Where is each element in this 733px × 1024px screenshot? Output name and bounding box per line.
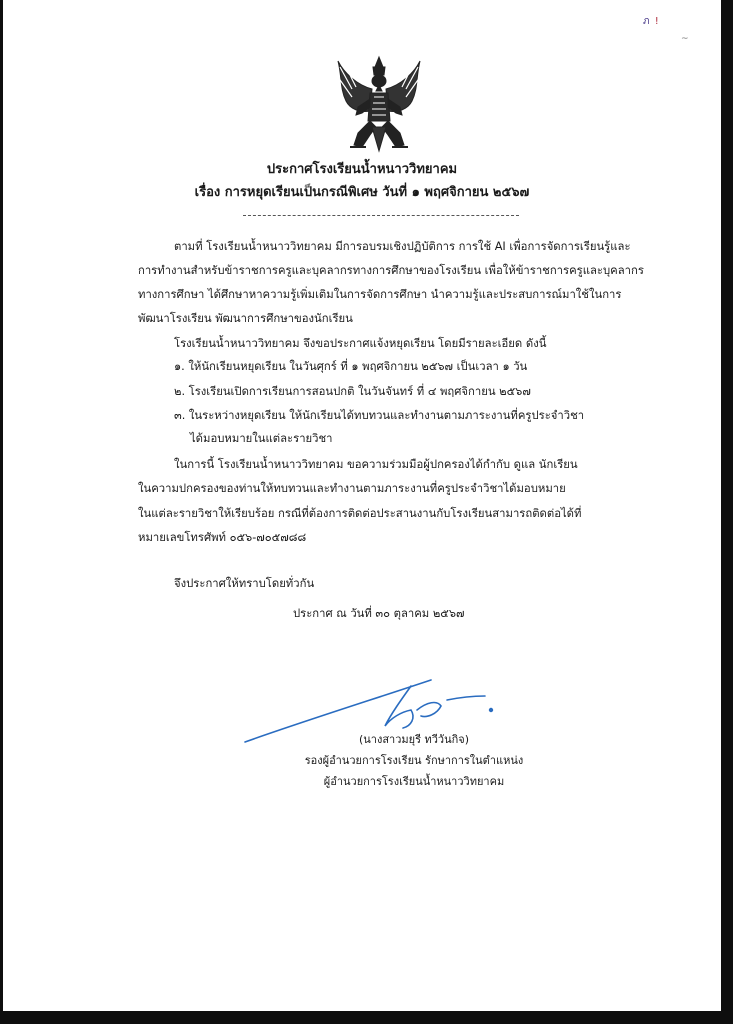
signatory-position-1: รองผู้อำนวยการโรงเรียน รักษาการในตำแหน่ง bbox=[304, 754, 524, 767]
document-title: ประกาศโรงเรียนน้ำหนาววิทยาคม bbox=[266, 162, 458, 177]
list-item-3: ๓. ในระหว่างหยุดเรียน ให้นักเรียนได้ทบทวนและทำงานตามภาระงานที่ครูประจำวิชา bbox=[174, 409, 585, 422]
cooperation-line-2: ในความปกครองของท่านให้ทบทวนและทำงานตามภาระงานที่ครูประจำวิชาได้มอบหมาย bbox=[138, 482, 566, 495]
intro-line-3: ทางการศึกษา ได้ศึกษาหาความรู้เพิ่มเติมในการจัดการศึกษา นำความรู้และประสบการณ์มาใช้ในการ bbox=[138, 288, 622, 301]
cooperation-line-4: หมายเลขโทรศัพท์ ๐๕๖-๗๐๕๗๘๘ bbox=[138, 531, 307, 544]
title-divider bbox=[243, 215, 519, 216]
cooperation-line-1: ในการนี้ โรงเรียนน้ำหนาววิทยาคม ขอความร่วมมือผู้ปกครองได้กำกับ ดูแล นักเรียน bbox=[174, 458, 578, 471]
intro-line-1: ตามที่ โรงเรียนน้ำหนาววิทยาคม มีการอบรมเชิงปฏิบัติการ การใช้ AI เพื่อการจัดการเรียนรู้และ bbox=[174, 240, 631, 253]
garuda-emblem-icon bbox=[332, 55, 426, 155]
signatory-position-2: ผู้อำนวยการโรงเรียนน้ำหนาววิทยาคม bbox=[323, 775, 505, 788]
intro-line-4: พัฒนาโรงเรียน พัฒนาการศึกษาของนักเรียน bbox=[138, 312, 353, 325]
handwritten-mark bbox=[643, 14, 690, 44]
dateline: ประกาศ ณ วันที่ ๓๐ ตุลาคม ๒๕๖๗ bbox=[293, 607, 465, 620]
list-item-1: ๑. ให้นักเรียนหยุดเรียน ในวันศุกร์ ที่ ๑ พฤศจิกายน ๒๕๖๗ เป็นเวลา ๑ วัน bbox=[174, 360, 528, 373]
list-item-2: ๒. โรงเรียนเปิดการเรียนการสอนปกติ ในวันจันทร์ ที่ ๔ พฤศจิกายน ๒๕๖๗ bbox=[174, 385, 531, 398]
document-page bbox=[3, 0, 721, 1011]
handwritten-mark-red: ! bbox=[654, 16, 660, 27]
signatory-name: (นางสาวมยุรี ทวีวันกิจ) bbox=[358, 733, 470, 746]
handwritten-mark-text: ภ bbox=[643, 16, 651, 27]
cooperation-line-3: ในแต่ละรายวิชาให้เรียบร้อย กรณีที่ต้องการติดต่อประสานงานกับโรงเรียนสามารถติดต่อได้ที่ bbox=[138, 507, 582, 520]
closing-line: จึงประกาศให้ทราบโดยทั่วกัน bbox=[174, 577, 315, 590]
intro-line-2: การทำงานสำหรับข้าราชการครูและบุคลากรทางการศึกษาของโรงเรียน เพื่อให้ข้าราชการครูและบุคลากร bbox=[138, 264, 644, 277]
document-subject: เรื่อง การหยุดเรียนเป็นกรณีพิเศษ วันที่ ๑ พฤศจิกายน ๒๕๖๗ bbox=[194, 185, 530, 200]
pencil-mark: ~ bbox=[681, 34, 690, 44]
list-item-3-continuation: ได้มอบหมายในแต่ละรายวิชา bbox=[190, 432, 333, 445]
announce-line: โรงเรียนน้ำหนาววิทยาคม จึงขอประกาศแจ้งหยุดเรียน โดยมีรายละเอียด ดังนี้ bbox=[174, 337, 547, 350]
